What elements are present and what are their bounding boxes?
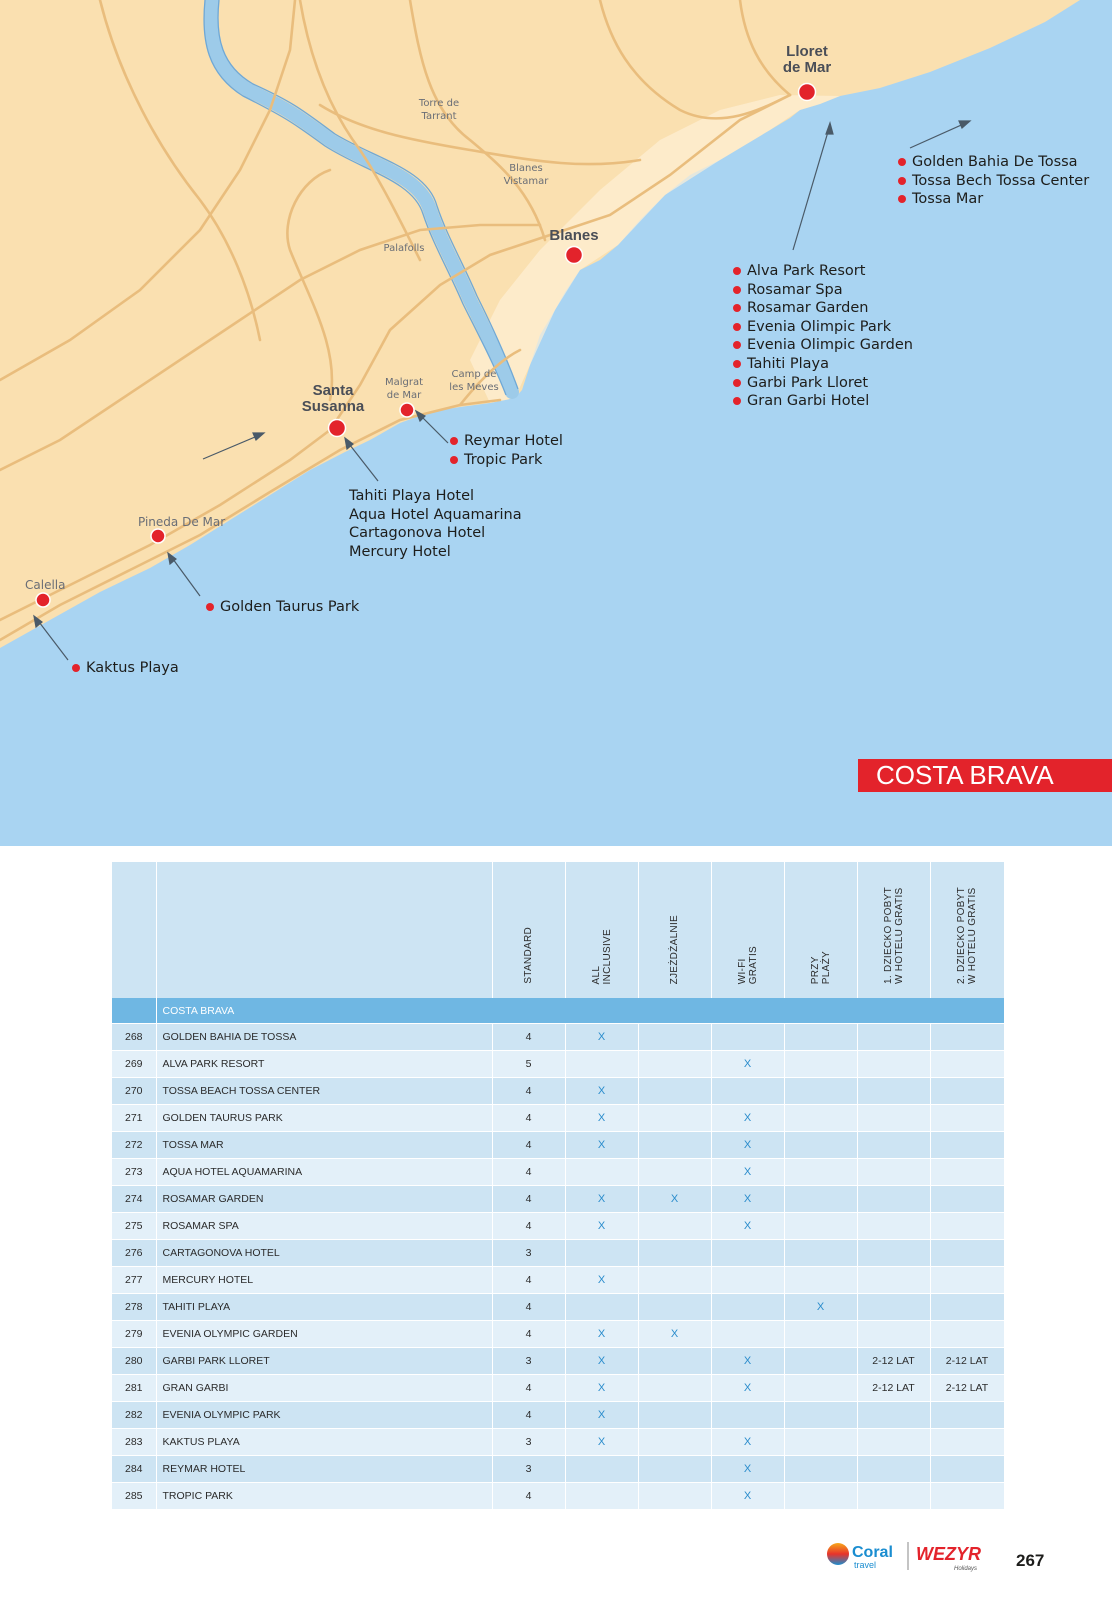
feature-cell (857, 1267, 930, 1294)
feature-cell (930, 1294, 1004, 1321)
header-label: 1. DZIECKO POBYT W HOTELU GRATIS (882, 886, 905, 984)
feature-cell: X (638, 1321, 711, 1348)
standard-value: 3 (492, 1240, 565, 1267)
blanes-marker (566, 247, 583, 264)
pineda-marker (151, 529, 165, 543)
row-number: 273 (112, 1159, 156, 1186)
hotel-name: TAHITI PLAYA (156, 1294, 492, 1321)
feature-cell (784, 1348, 857, 1375)
table-row (112, 1105, 1004, 1132)
feature-cell (930, 1240, 1004, 1267)
feature-cell (638, 1132, 711, 1159)
table-row (112, 1159, 1004, 1186)
feature-cell: X (711, 1429, 784, 1456)
town-blanes: Blanes (549, 227, 599, 244)
feature-cell (930, 1429, 1004, 1456)
page-number: 267 (1016, 1551, 1045, 1570)
feature-cell: X (565, 1024, 638, 1051)
header-all-inclusive (565, 862, 638, 998)
feature-cell: X (565, 1375, 638, 1402)
feature-cell (784, 1240, 857, 1267)
feature-cell (857, 1483, 930, 1510)
standard-value: 3 (492, 1429, 565, 1456)
table-row (112, 1429, 1004, 1456)
feature-cell (711, 1402, 784, 1429)
hotel-name: ROSAMAR SPA (156, 1213, 492, 1240)
hotel-table (112, 862, 1005, 1510)
hotel-label: Rosamar Spa (733, 281, 913, 300)
malgrat-marker (400, 403, 414, 417)
hotel-name: GOLDEN BAHIA DE TOSSA (156, 1024, 492, 1051)
footer-logos (826, 1538, 996, 1574)
feature-cell (857, 1402, 930, 1429)
row-number: 269 (112, 1051, 156, 1078)
feature-cell: X (565, 1213, 638, 1240)
standard-value: 3 (492, 1456, 565, 1483)
feature-cell: 2-12 LAT (930, 1348, 1004, 1375)
town-malgrat: Malgrat de Mar (384, 377, 424, 401)
feature-cell: X (711, 1051, 784, 1078)
feature-cell (711, 1294, 784, 1321)
feature-cell (784, 1375, 857, 1402)
feature-cell (857, 1105, 930, 1132)
feature-cell (711, 1078, 784, 1105)
row-number: 278 (112, 1294, 156, 1321)
standard-value: 4 (492, 1024, 565, 1051)
header-label: STANDARD (523, 927, 534, 984)
feature-cell (930, 1402, 1004, 1429)
feature-cell (711, 1024, 784, 1051)
standard-value: 4 (492, 1105, 565, 1132)
table-row (112, 1051, 1004, 1078)
feature-cell (930, 1267, 1004, 1294)
feature-cell (638, 1240, 711, 1267)
hotel-name: EVENIA OLYMPIC PARK (156, 1402, 492, 1429)
standard-value: 4 (492, 1402, 565, 1429)
feature-cell (784, 1078, 857, 1105)
table-row (112, 1483, 1004, 1510)
feature-cell: X (565, 1348, 638, 1375)
feature-cell (565, 1159, 638, 1186)
feature-cell (638, 1402, 711, 1429)
standard-value: 4 (492, 1294, 565, 1321)
header-beach (784, 862, 857, 998)
hotel-group-lloret (733, 262, 913, 411)
feature-cell (784, 1213, 857, 1240)
feature-cell: X (565, 1267, 638, 1294)
hotel-name: MERCURY HOTEL (156, 1267, 492, 1294)
hotel-label: Tossa Mar (898, 190, 1089, 209)
feature-cell: X (711, 1348, 784, 1375)
feature-cell (930, 1078, 1004, 1105)
hotel-label: Rosamar Garden (733, 299, 913, 318)
feature-cell (930, 1051, 1004, 1078)
row-number: 276 (112, 1240, 156, 1267)
santa-susanna-marker (329, 420, 346, 437)
hotel-label: Tossa Bech Tossa Center (898, 172, 1089, 191)
feature-cell (930, 1105, 1004, 1132)
table-row (112, 1402, 1004, 1429)
hotel-name: TOSSA MAR (156, 1132, 492, 1159)
row-number: 271 (112, 1105, 156, 1132)
town-camp: Camp de les Meves (449, 369, 499, 393)
feature-cell (857, 1294, 930, 1321)
table-row (112, 1213, 1004, 1240)
wezyr-logo-subtext: Holidays (954, 1566, 978, 1572)
feature-cell (857, 1429, 930, 1456)
feature-cell (784, 1483, 857, 1510)
feature-cell (930, 1483, 1004, 1510)
table-row (112, 1267, 1004, 1294)
table-row (112, 1078, 1004, 1105)
standard-value: 4 (492, 1186, 565, 1213)
feature-cell: X (565, 1186, 638, 1213)
row-number: 284 (112, 1456, 156, 1483)
town-blanes-vistamar: Blanes Vistamar (503, 163, 549, 187)
hotel-label: Evenia Olimpic Garden (733, 336, 913, 355)
feature-cell (784, 1024, 857, 1051)
feature-cell (784, 1267, 857, 1294)
standard-value: 4 (492, 1375, 565, 1402)
feature-cell (857, 1051, 930, 1078)
hotel-label: Cartagonova Hotel (349, 525, 486, 542)
standard-value: 4 (492, 1213, 565, 1240)
table-body (112, 998, 1004, 1510)
row-number: 270 (112, 1078, 156, 1105)
feature-cell: X (711, 1483, 784, 1510)
feature-cell (784, 1159, 857, 1186)
hotel-label: Reymar Hotel (450, 432, 563, 451)
wezyr-logo-text: WEZYR (916, 1544, 981, 1564)
section-spacer (112, 998, 156, 1024)
feature-cell (638, 1267, 711, 1294)
table-row (112, 1321, 1004, 1348)
row-number: 282 (112, 1402, 156, 1429)
feature-cell (565, 1294, 638, 1321)
header-number (112, 862, 156, 998)
feature-cell: X (565, 1105, 638, 1132)
hotel-label: Tahiti Playa (733, 355, 913, 374)
region-banner: COSTA BRAVA (858, 759, 1112, 792)
town-torre: Torre de Tarrant (418, 98, 460, 122)
feature-cell (857, 1321, 930, 1348)
feature-cell (930, 1132, 1004, 1159)
hotel-name: CARTAGONOVA HOTEL (156, 1240, 492, 1267)
hotel-name: REYMAR HOTEL (156, 1456, 492, 1483)
header-label: ZJEŻDŻALNIE (669, 914, 680, 984)
feature-cell (638, 1294, 711, 1321)
hotel-label: Golden Bahia De Tossa (898, 153, 1089, 172)
hotel-group-calella (72, 659, 179, 678)
header-standard (492, 862, 565, 998)
table-row (112, 1456, 1004, 1483)
feature-cell (711, 1267, 784, 1294)
coral-logo-text: Coral (852, 1544, 893, 1561)
town-calella: Calella (25, 578, 66, 592)
feature-cell: X (711, 1132, 784, 1159)
feature-cell (930, 1159, 1004, 1186)
feature-cell (784, 1186, 857, 1213)
standard-value: 4 (492, 1078, 565, 1105)
row-number: 277 (112, 1267, 156, 1294)
hotel-group-malgrat (450, 432, 563, 469)
standard-value: 5 (492, 1051, 565, 1078)
feature-cell: X (711, 1159, 784, 1186)
feature-cell (857, 1132, 930, 1159)
section-label: COSTA BRAVA (156, 998, 1004, 1024)
header-label: PRZY PLAŻY (809, 950, 832, 984)
feature-cell (784, 1132, 857, 1159)
table-row (112, 1240, 1004, 1267)
feature-cell (638, 1024, 711, 1051)
hotel-label: Tropic Park (450, 451, 563, 470)
standard-value: 4 (492, 1267, 565, 1294)
hotel-label: Mercury Hotel (349, 543, 451, 560)
header-label: WI-FI GRATIS (736, 945, 759, 984)
feature-cell (857, 1186, 930, 1213)
table-row (112, 1294, 1004, 1321)
hotel-group-santa-susanna (349, 487, 522, 561)
header-name (156, 862, 492, 998)
feature-cell (857, 1213, 930, 1240)
feature-cell: X (565, 1132, 638, 1159)
header-wifi (711, 862, 784, 998)
standard-value: 4 (492, 1159, 565, 1186)
feature-cell (638, 1213, 711, 1240)
feature-cell: X (565, 1402, 638, 1429)
feature-cell (565, 1051, 638, 1078)
header-slides (638, 862, 711, 998)
hotel-label: Alva Park Resort (733, 262, 913, 281)
row-number: 283 (112, 1429, 156, 1456)
feature-cell (857, 1159, 930, 1186)
hotel-name: GOLDEN TAURUS PARK (156, 1105, 492, 1132)
standard-value: 4 (492, 1132, 565, 1159)
feature-cell (857, 1024, 930, 1051)
feature-cell: 2-12 LAT (857, 1375, 930, 1402)
feature-cell (857, 1240, 930, 1267)
row-number: 268 (112, 1024, 156, 1051)
feature-cell (638, 1429, 711, 1456)
feature-cell: X (784, 1294, 857, 1321)
row-number: 274 (112, 1186, 156, 1213)
feature-cell (565, 1456, 638, 1483)
row-number: 272 (112, 1132, 156, 1159)
feature-cell: X (711, 1375, 784, 1402)
hotel-name: ALVA PARK RESORT (156, 1051, 492, 1078)
hotel-name: EVENIA OLYMPIC GARDEN (156, 1321, 492, 1348)
feature-cell (784, 1402, 857, 1429)
feature-cell (930, 1456, 1004, 1483)
hotel-label: Gran Garbi Hotel (733, 392, 913, 411)
feature-cell: 2-12 LAT (857, 1348, 930, 1375)
hotel-name: TOSSA BEACH TOSSA CENTER (156, 1078, 492, 1105)
feature-cell (638, 1348, 711, 1375)
row-number: 281 (112, 1375, 156, 1402)
hotel-label: Aqua Hotel Aquamarina (349, 506, 522, 523)
feature-cell (638, 1051, 711, 1078)
row-number: 285 (112, 1483, 156, 1510)
feature-cell (930, 1213, 1004, 1240)
hotel-label: Tahiti Playa Hotel (349, 488, 475, 504)
hotel-name: ROSAMAR GARDEN (156, 1186, 492, 1213)
hotel-name: TROPIC PARK (156, 1483, 492, 1510)
feature-cell: X (638, 1186, 711, 1213)
hotel-label: Golden Taurus Park (206, 598, 359, 617)
feature-cell: X (711, 1105, 784, 1132)
feature-cell (930, 1321, 1004, 1348)
calella-marker (36, 593, 50, 607)
coral-logo-subtext: travel (854, 1560, 877, 1570)
town-palafolls: Palafolls (383, 243, 425, 254)
hotel-label: Evenia Olimpic Park (733, 318, 913, 337)
feature-cell (784, 1105, 857, 1132)
table-row (112, 1186, 1004, 1213)
header-label: ALL INCLUSIVE (590, 928, 613, 984)
feature-cell (930, 1024, 1004, 1051)
feature-cell (711, 1240, 784, 1267)
table-row (112, 1132, 1004, 1159)
table-row (112, 1024, 1004, 1051)
header-child-1 (857, 862, 930, 998)
feature-cell: 2-12 LAT (930, 1375, 1004, 1402)
feature-cell (638, 1105, 711, 1132)
section-row (112, 998, 1004, 1024)
hotel-name: AQUA HOTEL AQUAMARINA (156, 1159, 492, 1186)
hotel-label: Kaktus Playa (72, 659, 179, 678)
feature-cell (784, 1456, 857, 1483)
feature-cell (638, 1483, 711, 1510)
feature-cell (857, 1078, 930, 1105)
table-row (112, 1375, 1004, 1402)
feature-cell (784, 1051, 857, 1078)
row-number: 280 (112, 1348, 156, 1375)
standard-value: 4 (492, 1483, 565, 1510)
hotel-name: GARBI PARK LLORET (156, 1348, 492, 1375)
feature-cell: X (711, 1213, 784, 1240)
feature-cell (638, 1078, 711, 1105)
standard-value: 3 (492, 1348, 565, 1375)
feature-cell: X (565, 1078, 638, 1105)
hotel-label: Garbi Park Lloret (733, 374, 913, 393)
hotel-group-tossa (898, 153, 1089, 209)
feature-cell (711, 1321, 784, 1348)
feature-cell: X (711, 1456, 784, 1483)
coral-logo-icon (827, 1543, 849, 1565)
row-number: 275 (112, 1213, 156, 1240)
header-child-2 (930, 862, 1004, 998)
table-row (112, 1348, 1004, 1375)
feature-cell (784, 1321, 857, 1348)
feature-cell (565, 1240, 638, 1267)
lloret-marker (799, 84, 816, 101)
feature-cell (638, 1159, 711, 1186)
feature-cell (784, 1429, 857, 1456)
feature-cell (930, 1186, 1004, 1213)
feature-cell (565, 1483, 638, 1510)
town-lloret: Lloret de Mar (782, 43, 832, 76)
town-pineda: Pineda De Mar (138, 515, 226, 529)
feature-cell (857, 1456, 930, 1483)
feature-cell: X (711, 1186, 784, 1213)
feature-cell (638, 1456, 711, 1483)
feature-cell: X (565, 1429, 638, 1456)
hotel-group-pineda (206, 598, 359, 617)
header-label: 2. DZIECKO POBYT W HOTELU GRATIS (956, 886, 978, 984)
town-santa-susanna: Santa Susanna (301, 382, 365, 415)
standard-value: 4 (492, 1321, 565, 1348)
hotel-name: KAKTUS PLAYA (156, 1429, 492, 1456)
table-header-row (112, 862, 1004, 998)
feature-cell (638, 1375, 711, 1402)
row-number: 279 (112, 1321, 156, 1348)
hotel-name: GRAN GARBI (156, 1375, 492, 1402)
feature-cell: X (565, 1321, 638, 1348)
